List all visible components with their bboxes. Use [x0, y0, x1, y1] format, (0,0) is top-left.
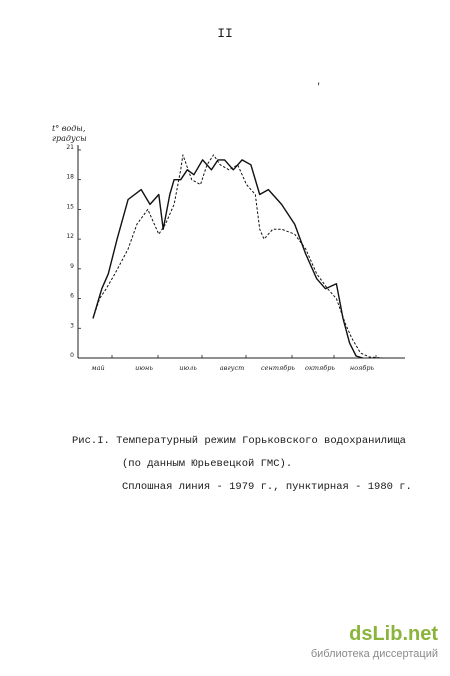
x-category-label: июнь [135, 364, 153, 372]
x-category-label: июль [179, 364, 197, 372]
y-tick-label: 3 [70, 322, 74, 330]
series-1979-line [93, 160, 363, 358]
figure-caption [72, 430, 432, 499]
page-mark: ' [316, 82, 322, 92]
x-category-label: август [219, 364, 245, 372]
y-tick-label: 9 [70, 262, 74, 270]
caption-line-1: Рис.I. Температурный режим Горьковского водохранилища [72, 435, 406, 447]
y-tick-label: 0 [70, 352, 74, 359]
watermark[interactable] [311, 623, 438, 660]
y-tick-label: 18 [66, 173, 74, 181]
caption-line-3: Сплошная линия - 1979 г., пунктирная - 1980 г. [122, 481, 412, 493]
x-category-label: сентябрь [261, 364, 295, 372]
y-tick-label: 12 [66, 233, 74, 241]
x-category-label: май [91, 364, 105, 372]
caption-line-2: (по данным Юрьевецкой ГМС). [122, 458, 293, 470]
y-tick-label: 15 [66, 203, 74, 211]
series-1980-line [93, 155, 383, 358]
page-number: II [217, 26, 233, 41]
watermark-subtitle: библиотека диссертаций [310, 648, 438, 660]
y-axis-label-line1: t° воды, [52, 124, 86, 133]
y-axis-label-line2: градусы [52, 134, 87, 143]
y-tick-label: 6 [70, 292, 74, 300]
y-tick-label: 21 [66, 143, 74, 151]
x-category-label: ноябрь [349, 364, 375, 372]
x-category-label: октябрь [305, 364, 335, 372]
watermark-logo[interactable]: dsLib.net [349, 623, 438, 645]
y-axis-label [52, 124, 87, 143]
